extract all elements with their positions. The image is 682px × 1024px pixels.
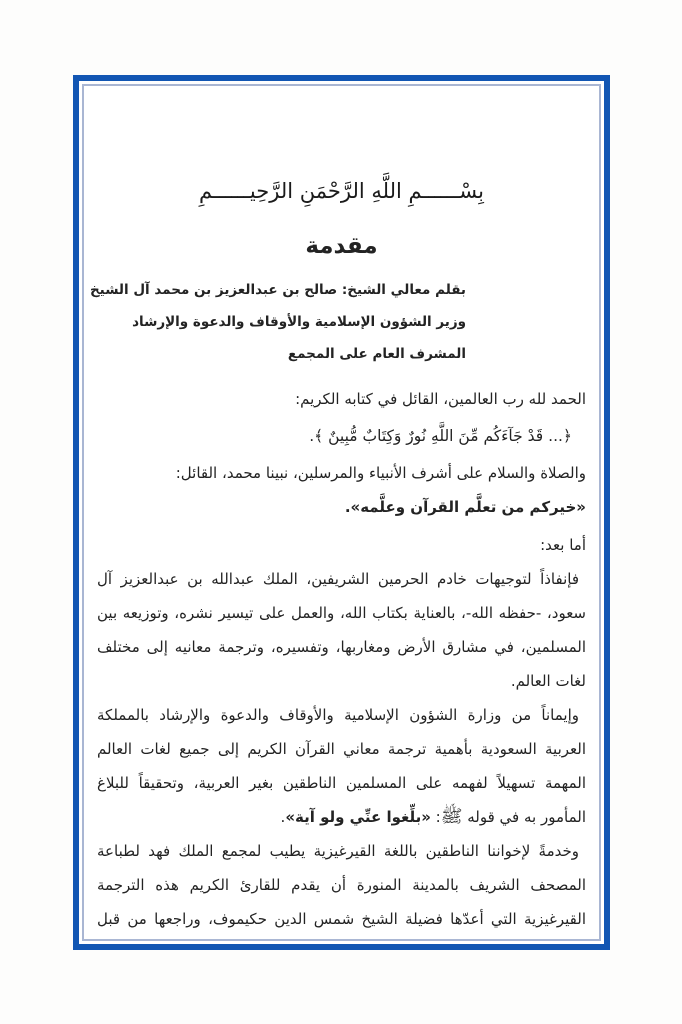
page-title: مقدمة — [305, 233, 378, 259]
paragraph-royal-directive: فإنفاذاً لتوجيهات خادم الحرمين الشريفين، الملك عبدالله بن عبدالعزيز آل سعود، -حفظه الله-، بالعناية بكتاب الله، والعمل على تيسير نشره، وتوزيعه بين المسلمين، في مشارق الأرض ومغاربها، وتفسيره، وترجمة معانيه إلى مختلف لغات العالم. — [97, 570, 586, 690]
body-text — [97, 382, 586, 936]
page-border-frame — [73, 75, 610, 950]
paragraph-ministry-colon: : — [430, 808, 441, 826]
hamd-line: الحمد لله رب العالمين، القائل في كتابه الكريم: — [295, 390, 586, 408]
paragraph-ministry-text: وإيماناً من وزارة الشؤون الإسلامية والأوقاف والدعوة والإرشاد بالمملكة العربية السعودية بأهمية ترجمة معاني القرآن الكريم إلى جميع لغات العالم المهمة تسهيلاً لفهمه على المسلمين الناطقين بغير العربية، وتحقيقاً للبلاغ المأمور به في قوله — [97, 706, 586, 826]
hadith-quote: «خيركم من تعلَّم القرآن وعلَّمه». — [344, 498, 586, 516]
quran-verse: ﴿... قَدْ جَآءَكُم مِّنَ اللَّهِ نُورٌ وَكِتَابٌ مُّبِينٌ ﴾. — [309, 427, 572, 445]
paragraph-ministry-period: . — [280, 808, 286, 826]
byline-role-supervisor: المشرف العام على المجمع — [287, 346, 466, 362]
page-inner-rule — [82, 84, 601, 941]
paragraph-kyrgyz-translation: وخدمةً لإخواننا الناطقين باللغة القيرغيزية يطيب لمجمع الملك فهد لطباعة المصحف الشريف بالمدينة المنورة أن يقدم للقارئ الكريم هذه الترجمة القيرغيزية التي أعدّها فضيلة الشيخ شمس الدين حكيموف، وراجعها من قبل — [97, 842, 586, 928]
byline-block — [89, 274, 466, 370]
basmala-calligraphy: بِسْــــــمِ اللَّهِ الرَّحْمَنِ الرَّحِيــــــمِ — [199, 179, 484, 203]
prophet-salutation-symbol: ﷺ — [440, 806, 463, 827]
byline-role-minister: وزير الشؤون الإسلامية والأوقاف والدعوة والإرشاد — [132, 314, 466, 330]
hadith-ballighu-quote: «بلِّغوا عنِّي ولو آية» — [285, 808, 431, 826]
salat-line: والصلاة والسلام على أشرف الأنبياء والمرسلين، نبينا محمد، القائل: — [175, 464, 586, 482]
paragraph-ministry-belief — [97, 698, 586, 834]
page-content — [84, 176, 599, 936]
amma-baad-line: أما بعد: — [540, 536, 586, 554]
byline-author: بقلم معالي الشيخ: صالح بن عبدالعزيز بن محمد آل الشيخ — [89, 282, 466, 298]
